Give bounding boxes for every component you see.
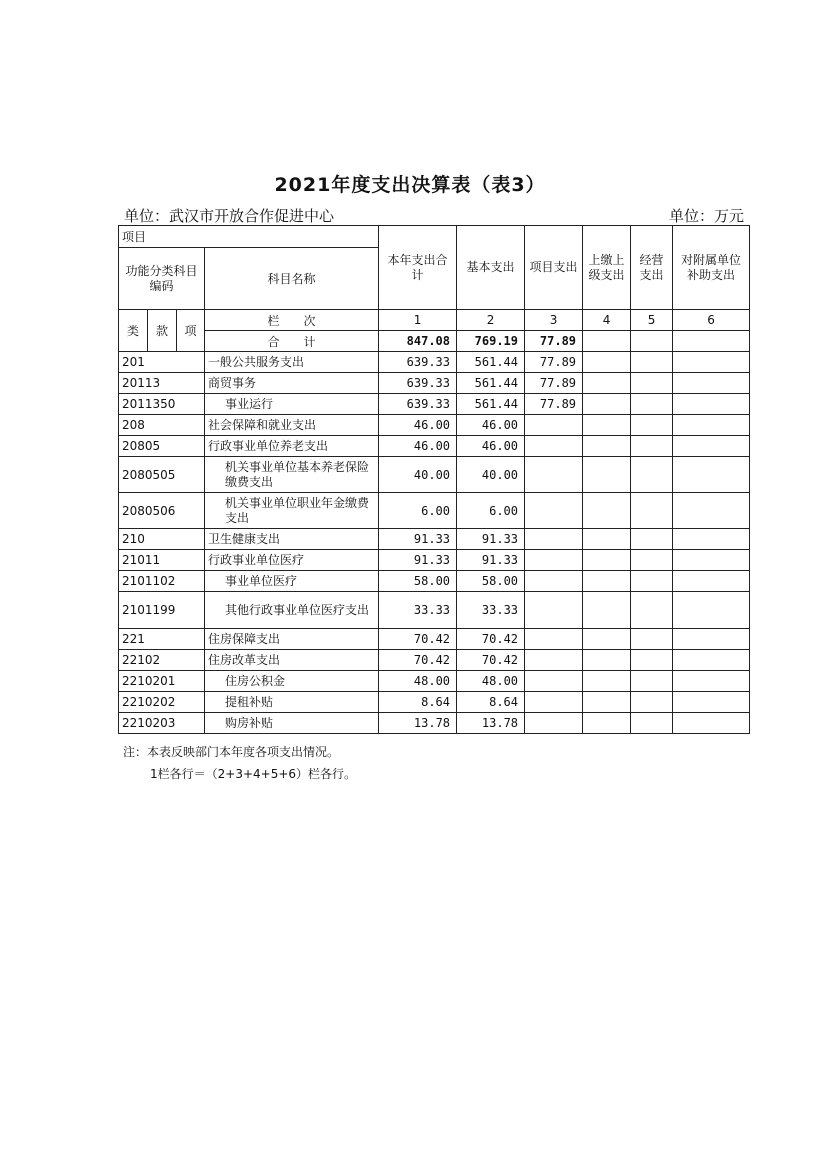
row-col3: 77.89 [525,352,583,373]
row-code: 2080505 [119,457,205,493]
row-col3 [525,692,583,713]
table-row [119,373,750,394]
row-col6 [673,352,750,373]
header-col2: 基本支出 [457,226,525,310]
header-col5: 经营支出 [631,226,673,310]
note-line-2: 1栏各行＝（2+3+4+5+6）栏各行。 [150,767,357,781]
row-col6 [673,550,750,571]
row-col3 [525,571,583,592]
row-subject-name: 住房公积金 [205,671,379,692]
header-func-code: 功能分类科目编码 [119,248,205,310]
row-code: 221 [119,629,205,650]
row-col3 [525,713,583,734]
col-num-6: 6 [673,310,750,331]
row-col6 [673,394,750,415]
row-col5 [631,373,673,394]
row-col2: 561.44 [457,352,525,373]
row-col4 [583,436,631,457]
row-subject-name: 事业单位医疗 [205,571,379,592]
row-col2: 70.42 [457,650,525,671]
row-col6 [673,529,750,550]
table-row [119,671,750,692]
row-col4 [583,692,631,713]
row-subject-name: 社会保障和就业支出 [205,415,379,436]
row-col6 [673,650,750,671]
row-col6 [673,713,750,734]
table-row [119,592,750,629]
row-col5 [631,394,673,415]
row-col6 [673,493,750,529]
row-col5 [631,550,673,571]
row-col5 [631,529,673,550]
table-row [119,436,750,457]
table-title: 2021年度支出决算表（表3） [274,174,546,196]
row-col6 [673,592,750,629]
row-col6 [673,629,750,650]
row-code: 20805 [119,436,205,457]
row-col1: 639.33 [379,352,457,373]
row-col3 [525,529,583,550]
row-code: 2101102 [119,571,205,592]
col-num-2: 2 [457,310,525,331]
row-col4 [583,373,631,394]
row-col6 [673,671,750,692]
row-code: 20113 [119,373,205,394]
table-row [119,629,750,650]
row-col6 [673,373,750,394]
row-col5 [631,352,673,373]
row-subject-name: 购房补贴 [205,713,379,734]
col-num-5: 5 [631,310,673,331]
row-code: 2080506 [119,493,205,529]
table-row [119,692,750,713]
row-code: 2210202 [119,692,205,713]
total-col4 [583,331,631,352]
table-row [119,713,750,734]
row-col1: 8.64 [379,692,457,713]
row-code: 201 [119,352,205,373]
row-subject-name: 行政事业单位养老支出 [205,436,379,457]
row-col4 [583,394,631,415]
row-subject-name: 其他行政事业单位医疗支出 [205,592,379,629]
row-col3 [525,629,583,650]
row-subject-name: 机关事业单位基本养老保险缴费支出 [205,457,379,493]
row-col1: 40.00 [379,457,457,493]
row-col2: 13.78 [457,713,525,734]
row-col4 [583,713,631,734]
row-col4 [583,650,631,671]
row-col1: 91.33 [379,550,457,571]
row-col2: 33.33 [457,592,525,629]
row-col1: 6.00 [379,493,457,529]
row-col4 [583,671,631,692]
row-col5 [631,692,673,713]
row-subject-name: 一般公共服务支出 [205,352,379,373]
table-row [119,415,750,436]
row-col1: 639.33 [379,394,457,415]
total-label: 合 计 [205,331,379,352]
row-col3 [525,493,583,529]
row-col2: 8.64 [457,692,525,713]
row-col2: 46.00 [457,415,525,436]
unit-name: 单位：武汉市开放合作促进中心 [124,207,335,225]
row-col5 [631,493,673,529]
row-code: 2210203 [119,713,205,734]
total-col5 [631,331,673,352]
row-col1: 70.42 [379,650,457,671]
row-col3 [525,550,583,571]
row-col1: 58.00 [379,571,457,592]
header-col6: 对附属单位补助支出 [673,226,750,310]
currency-unit: 单位：万元 [668,207,744,225]
row-col6 [673,415,750,436]
header-col1: 本年支出合计 [379,226,457,310]
row-col5 [631,592,673,629]
row-code: 22102 [119,650,205,671]
row-col6 [673,457,750,493]
table-row [119,550,750,571]
row-col2: 561.44 [457,394,525,415]
table-row [119,529,750,550]
row-col2: 40.00 [457,457,525,493]
row-code: 21011 [119,550,205,571]
col-num-4: 4 [583,310,631,331]
row-code: 2101199 [119,592,205,629]
row-subject-name: 行政事业单位医疗 [205,550,379,571]
row-code: 2011350 [119,394,205,415]
row-col3 [525,436,583,457]
row-subject-name: 事业运行 [205,394,379,415]
header-subject-name: 科目名称 [205,248,379,310]
row-col6 [673,692,750,713]
header-lei: 类 [119,310,148,352]
table-row [119,352,750,373]
row-col3: 77.89 [525,394,583,415]
row-col3 [525,671,583,692]
row-col3 [525,415,583,436]
row-col1: 13.78 [379,713,457,734]
total-col1: 847.08 [379,331,457,352]
row-col5 [631,650,673,671]
total-col2: 769.19 [457,331,525,352]
row-col3 [525,592,583,629]
row-col5 [631,629,673,650]
table-row [119,457,750,493]
row-col3 [525,650,583,671]
row-col1: 48.00 [379,671,457,692]
row-subject-name: 住房改革支出 [205,650,379,671]
row-col4 [583,592,631,629]
row-col1: 33.33 [379,592,457,629]
row-col5 [631,671,673,692]
total-col6 [673,331,750,352]
row-col1: 46.00 [379,415,457,436]
table-row [119,571,750,592]
row-subject-name: 商贸事务 [205,373,379,394]
col-num-3: 3 [525,310,583,331]
table-row [119,493,750,529]
row-col1: 639.33 [379,373,457,394]
row-subject-name: 机关事业单位职业年金缴费支出 [205,493,379,529]
header-kuan: 款 [148,310,177,352]
header-project: 项目 [119,226,379,248]
row-subject-name: 住房保障支出 [205,629,379,650]
total-col3: 77.89 [525,331,583,352]
row-col6 [673,571,750,592]
col-num-1: 1 [379,310,457,331]
header-col4: 上缴上级支出 [583,226,631,310]
row-col4 [583,571,631,592]
row-col5 [631,457,673,493]
row-col4 [583,550,631,571]
row-col3 [525,457,583,493]
row-col4 [583,629,631,650]
row-col2: 46.00 [457,436,525,457]
header-lanci: 栏 次 [205,310,379,331]
row-subject-name: 卫生健康支出 [205,529,379,550]
row-col2: 561.44 [457,373,525,394]
row-col6 [673,436,750,457]
row-col4 [583,493,631,529]
row-col1: 91.33 [379,529,457,550]
row-col4 [583,457,631,493]
row-code: 208 [119,415,205,436]
row-subject-name: 提租补贴 [205,692,379,713]
row-col4 [583,415,631,436]
row-col2: 58.00 [457,571,525,592]
row-code: 2210201 [119,671,205,692]
row-col5 [631,436,673,457]
row-col2: 6.00 [457,493,525,529]
row-col2: 91.33 [457,529,525,550]
row-col2: 91.33 [457,550,525,571]
row-col5 [631,713,673,734]
header-xiang: 项 [177,310,205,352]
table-row [119,394,750,415]
row-col1: 70.42 [379,629,457,650]
table-row [119,650,750,671]
row-col4 [583,529,631,550]
row-col4 [583,352,631,373]
row-col5 [631,571,673,592]
row-col1: 46.00 [379,436,457,457]
row-code: 210 [119,529,205,550]
row-col2: 48.00 [457,671,525,692]
row-col3: 77.89 [525,373,583,394]
header-col3: 项目支出 [525,226,583,310]
expenditure-table [118,225,750,734]
row-col5 [631,415,673,436]
row-col2: 70.42 [457,629,525,650]
note-line-1: 注：本表反映部门本年度各项支出情况。 [123,745,340,759]
